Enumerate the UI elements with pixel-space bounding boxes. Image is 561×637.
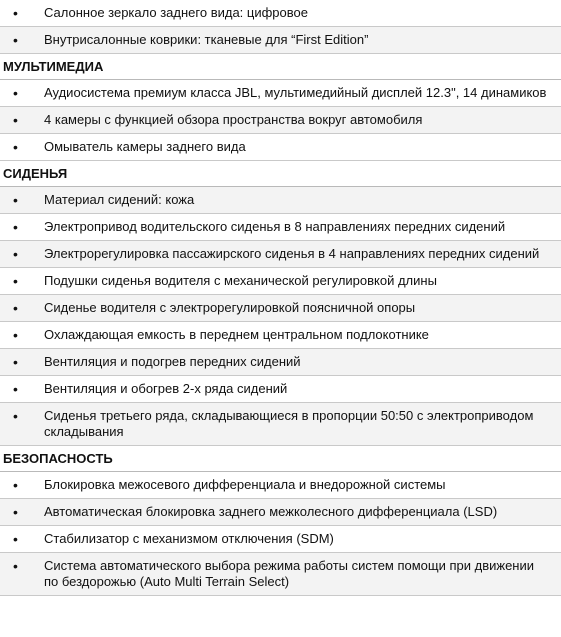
- list-item: [0, 472, 561, 499]
- bullet-icon: •: [13, 273, 18, 289]
- list-item-text: Аудиосистема премиум класса JBL, мультимедийный дисплей 12.3", 14 динамиков: [44, 85, 547, 100]
- list-item: [0, 214, 561, 241]
- list-item-text: Материал сидений: кожа: [44, 192, 195, 207]
- list-item: [0, 322, 561, 349]
- list-item: [0, 187, 561, 214]
- bullet-icon: •: [13, 477, 18, 493]
- list-item: [0, 27, 561, 54]
- bullet-icon: •: [13, 354, 18, 370]
- bullet-icon: •: [13, 246, 18, 262]
- bullet-icon: •: [13, 192, 18, 208]
- list-item-text: Система автоматического выбора режима работы систем помощи при движении по бездорожью (Auto Multi Terrain Select): [44, 558, 535, 589]
- bullet-icon: •: [13, 408, 18, 424]
- list-item-text: Омыватель камеры заднего вида: [44, 139, 246, 154]
- list-item-text: Внутрисалонные коврики: тканевые для “First Edition”: [44, 32, 369, 47]
- list-item: [0, 526, 561, 553]
- list-item-text: Блокировка межосевого дифференциала и внедорожной системы: [44, 477, 446, 492]
- bullet-icon: •: [13, 531, 18, 547]
- bullet-icon: •: [13, 504, 18, 520]
- list-item: [0, 553, 561, 596]
- section-heading: МУЛЬТИМЕДИА: [0, 54, 561, 80]
- list-item-text: Охлаждающая емкость в переднем центральном подлокотнике: [44, 327, 429, 342]
- list-item-text: Вентиляция и обогрев 2-х ряда сидений: [44, 381, 288, 396]
- bullet-icon: •: [13, 32, 18, 48]
- section-heading: БЕЗОПАСНОСТЬ: [0, 446, 561, 472]
- list-item: [0, 403, 561, 446]
- list-item: [0, 107, 561, 134]
- list-item: [0, 80, 561, 107]
- list-item: [0, 349, 561, 376]
- list-item-text: Вентиляция и подогрев передних сидений: [44, 354, 301, 369]
- list-item-text: Автоматическая блокировка заднего межколесного дифференциала (LSD): [44, 504, 498, 519]
- bullet-icon: •: [13, 5, 18, 21]
- bullet-icon: •: [13, 327, 18, 343]
- bullet-icon: •: [13, 139, 18, 155]
- bullet-icon: •: [13, 112, 18, 128]
- list-item: [0, 268, 561, 295]
- list-item-text: Салонное зеркало заднего вида: цифровое: [44, 5, 308, 20]
- bullet-icon: •: [13, 300, 18, 316]
- list-item: [0, 0, 561, 27]
- list-item: [0, 134, 561, 161]
- list-item-text: 4 камеры с функцией обзора пространства вокруг автомобиля: [44, 112, 423, 127]
- list-item-text: Стабилизатор с механизмом отключения (SDM): [44, 531, 334, 546]
- bullet-icon: •: [13, 381, 18, 397]
- list-item-text: Электрорегулировка пассажирского сиденья в 4 направлениях передних сидений: [44, 246, 540, 261]
- section-heading: СИДЕНЬЯ: [0, 161, 561, 187]
- list-item: [0, 241, 561, 268]
- bullet-icon: •: [13, 85, 18, 101]
- list-item-text: Электропривод водительского сиденья в 8 направлениях передних сидений: [44, 219, 506, 234]
- list-item: [0, 295, 561, 322]
- bullet-icon: •: [13, 219, 18, 235]
- list-item-text: Сиденья третьего ряда, складывающиеся в пропорции 50:50 с электроприводом складывания: [44, 408, 534, 439]
- list-item-text: Подушки сиденья водителя с механической регулировкой длины: [44, 273, 437, 288]
- list-item: [0, 499, 561, 526]
- list-item: [0, 376, 561, 403]
- bullet-icon: •: [13, 558, 18, 574]
- list-item-text: Сиденье водителя с электрорегулировкой поясничной опоры: [44, 300, 416, 315]
